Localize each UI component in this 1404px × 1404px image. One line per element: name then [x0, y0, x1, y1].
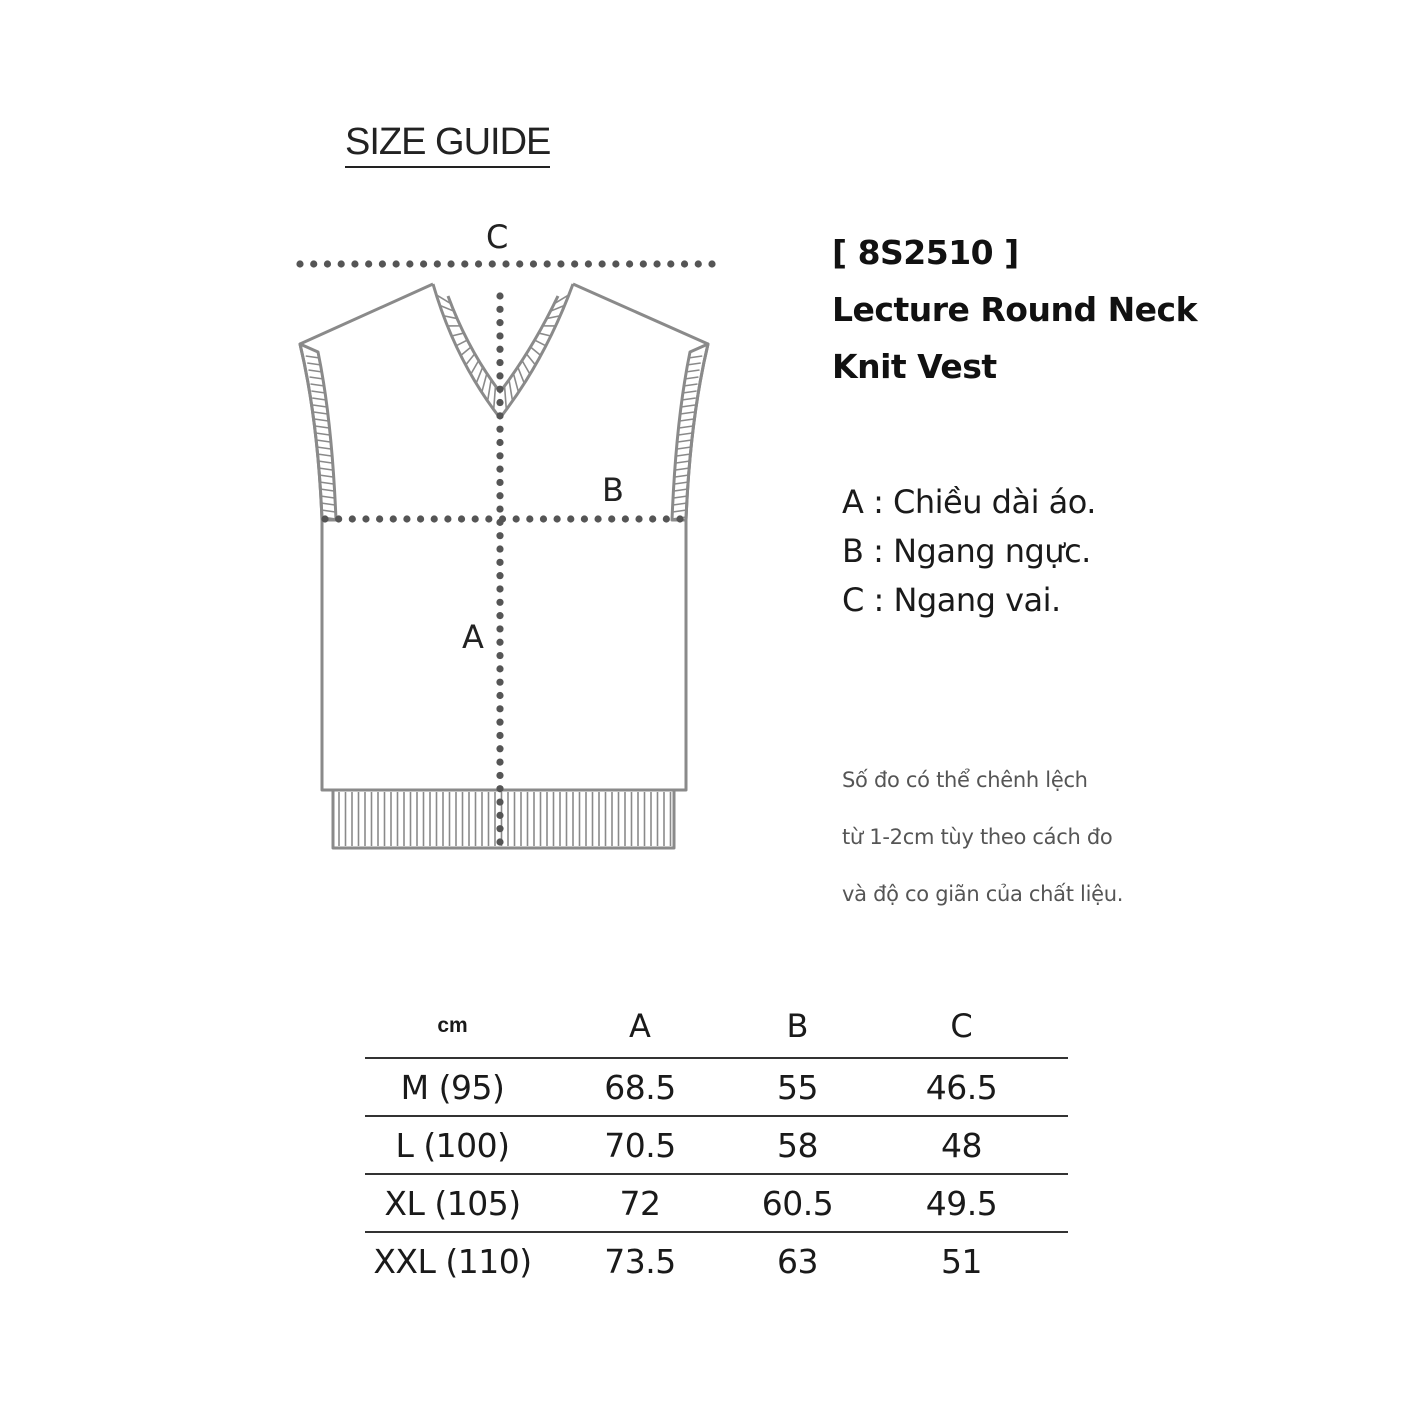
- dot-a: [496, 386, 503, 393]
- note-line1: Số đo có thể chênh lệch: [842, 768, 1088, 792]
- rib-line: [676, 468, 690, 470]
- rib-line: [675, 475, 689, 477]
- dot-a: [496, 705, 503, 712]
- dot-a: [496, 559, 503, 566]
- rib-line: [677, 454, 691, 456]
- dot-b: [608, 515, 615, 522]
- value-b-cell: 58: [740, 1116, 855, 1174]
- dot-c: [667, 260, 674, 267]
- rib-line: [677, 447, 691, 449]
- rib-line: [522, 360, 530, 374]
- rib-line: [312, 398, 326, 400]
- dot-c: [447, 260, 454, 267]
- dot-b: [444, 515, 451, 522]
- rib-line: [673, 503, 687, 505]
- measure-dots: [296, 260, 715, 845]
- table-header-row: [365, 995, 1068, 1058]
- rib-line: [318, 461, 332, 463]
- rib-line: [531, 347, 541, 356]
- legend-b: B : Ngang ngực.: [842, 532, 1091, 570]
- rib-line: [681, 405, 695, 407]
- dot-a: [496, 652, 503, 659]
- dot-b: [663, 515, 670, 522]
- value-c-cell: 48: [855, 1116, 1068, 1174]
- rib-line: [675, 482, 689, 484]
- note-line3: và độ co giãn của chất liệu.: [842, 882, 1124, 906]
- rib-line: [509, 380, 512, 401]
- dot-c: [434, 260, 441, 267]
- rib-line: [316, 440, 330, 442]
- rib-line: [682, 398, 696, 400]
- dot-b: [390, 515, 397, 522]
- rib-line: [505, 386, 507, 410]
- dot-c: [585, 260, 592, 267]
- dot-c: [379, 260, 386, 267]
- rib-line: [679, 426, 693, 428]
- header-b: B: [740, 995, 855, 1058]
- dot-a: [496, 426, 503, 433]
- rib-line: [317, 454, 331, 456]
- rib-line: [317, 447, 331, 449]
- dot-a: [496, 639, 503, 646]
- value-b-cell: 63: [777, 1241, 818, 1281]
- dot-a: [496, 812, 503, 819]
- rib-line: [320, 496, 334, 498]
- measurement-legend: [842, 478, 1096, 625]
- dot-a: [496, 306, 503, 313]
- dot-c: [653, 260, 660, 267]
- dot-a: [496, 572, 503, 579]
- rib-line: [476, 367, 483, 383]
- rib-line: [471, 360, 479, 374]
- rib-line: [488, 380, 491, 401]
- header-c: C: [855, 995, 1068, 1058]
- dot-c: [640, 260, 647, 267]
- dot-a: [496, 319, 503, 326]
- armhole-right: [672, 344, 708, 520]
- dot-a: [496, 466, 503, 473]
- rib-line: [456, 340, 467, 346]
- rib-line: [680, 412, 694, 414]
- table-row: [365, 1232, 1068, 1289]
- dot-a: [496, 798, 503, 805]
- rib-line: [494, 386, 496, 410]
- dot-c: [420, 260, 427, 267]
- label-a: A: [462, 618, 484, 656]
- rib-line: [452, 333, 464, 336]
- dot-a: [496, 665, 503, 672]
- rib-line: [673, 510, 687, 512]
- size-cell: XXL (110): [373, 1241, 532, 1281]
- value-a-cell: 73.5: [604, 1241, 676, 1281]
- rib-line: [526, 354, 535, 365]
- rib-line: [680, 419, 694, 421]
- dot-a: [496, 692, 503, 699]
- rib-line: [315, 426, 329, 428]
- dot-b: [431, 515, 438, 522]
- dot-a: [496, 519, 503, 526]
- dot-b: [554, 515, 561, 522]
- dot-a: [496, 479, 503, 486]
- dot-a: [496, 585, 503, 592]
- rib-line: [674, 489, 688, 491]
- dot-b: [567, 515, 574, 522]
- dot-a: [496, 772, 503, 779]
- dot-c: [681, 260, 688, 267]
- dot-c: [612, 260, 619, 267]
- rib-line: [482, 373, 487, 392]
- dot-c: [544, 260, 551, 267]
- dot-a: [496, 492, 503, 499]
- value-b-cell: 55: [740, 1058, 855, 1116]
- dot-a: [496, 292, 503, 299]
- vest-outline: [300, 284, 708, 848]
- measurement-note: [842, 752, 1123, 923]
- page-title: SIZE GUIDE: [345, 120, 550, 168]
- value-a-cell: 68.5: [540, 1058, 740, 1116]
- product-code: [ 8S2510 ]: [832, 233, 1019, 272]
- dot-a: [496, 785, 503, 792]
- rib-line: [314, 419, 328, 421]
- armhole-left: [300, 344, 336, 520]
- table-row: [365, 1116, 1068, 1174]
- dot-b: [649, 515, 656, 522]
- dot-c: [626, 260, 633, 267]
- legend-c: C : Ngang vai.: [842, 581, 1061, 619]
- rib-line: [518, 367, 525, 383]
- dot-a: [496, 505, 503, 512]
- dot-c: [351, 260, 358, 267]
- rib-line: [466, 354, 475, 365]
- dot-c: [489, 260, 496, 267]
- rib-line: [539, 333, 551, 336]
- dot-b: [362, 515, 369, 522]
- rib-line: [674, 496, 688, 498]
- dot-c: [530, 260, 537, 267]
- dot-a: [496, 758, 503, 765]
- rib-line: [316, 433, 330, 435]
- rib-pattern: [306, 295, 703, 846]
- dot-c: [461, 260, 468, 267]
- value-c-cell: 51: [941, 1241, 982, 1281]
- dot-a: [496, 412, 503, 419]
- size-cell: XL (105): [365, 1174, 540, 1232]
- dot-a: [496, 599, 503, 606]
- dot-a: [496, 545, 503, 552]
- rib-line: [321, 510, 335, 512]
- dot-c: [406, 260, 413, 267]
- dot-c: [393, 260, 400, 267]
- dot-b: [540, 515, 547, 522]
- header-unit: cm: [365, 995, 540, 1058]
- dot-b: [526, 515, 533, 522]
- dot-a: [496, 745, 503, 752]
- dot-a: [496, 732, 503, 739]
- value-a-cell: 70.5: [540, 1116, 740, 1174]
- dot-a: [496, 399, 503, 406]
- rib-line: [321, 503, 335, 505]
- dot-a: [496, 332, 503, 339]
- dot-b: [335, 515, 342, 522]
- dot-c: [599, 260, 606, 267]
- dot-a: [496, 612, 503, 619]
- dot-b: [349, 515, 356, 522]
- rib-line: [313, 405, 327, 407]
- dot-a: [496, 825, 503, 832]
- vest-body: [300, 284, 708, 848]
- dot-a: [496, 532, 503, 539]
- note-line2: từ 1-2cm tùy theo cách đo: [842, 825, 1113, 849]
- rib-line: [535, 340, 546, 346]
- label-b: B: [602, 471, 624, 509]
- dot-b: [321, 515, 328, 522]
- value-a-cell: 72: [540, 1174, 740, 1232]
- rib-line: [461, 347, 471, 356]
- value-c-cell: 49.5: [855, 1174, 1068, 1232]
- dot-c: [324, 260, 331, 267]
- size-cell: M (95): [365, 1058, 540, 1116]
- rib-line: [319, 482, 333, 484]
- dot-c: [516, 260, 523, 267]
- dot-c: [296, 260, 303, 267]
- rib-line: [676, 461, 690, 463]
- rib-line: [678, 440, 692, 442]
- dot-a: [496, 439, 503, 446]
- dot-a: [496, 346, 503, 353]
- dot-a: [496, 359, 503, 366]
- dot-b: [635, 515, 642, 522]
- dot-b: [417, 515, 424, 522]
- size-table: [365, 995, 1068, 1289]
- dot-b: [472, 515, 479, 522]
- product-info: [832, 224, 1197, 395]
- dot-b: [622, 515, 629, 522]
- rib-line: [683, 391, 697, 393]
- rib-line: [319, 475, 333, 477]
- dot-a: [496, 452, 503, 459]
- table-row: [365, 1058, 1068, 1116]
- dot-b: [485, 515, 492, 522]
- dot-c: [695, 260, 702, 267]
- dot-a: [496, 679, 503, 686]
- table-row: [365, 1174, 1068, 1232]
- label-c: C: [486, 218, 509, 256]
- dot-b: [513, 515, 520, 522]
- rib-line: [318, 468, 332, 470]
- dot-b: [581, 515, 588, 522]
- dot-b: [376, 515, 383, 522]
- dot-b: [458, 515, 465, 522]
- rib-line: [311, 391, 325, 393]
- dot-c: [365, 260, 372, 267]
- value-c-cell: 46.5: [855, 1058, 1068, 1116]
- dot-a: [496, 625, 503, 632]
- dot-b: [403, 515, 410, 522]
- dot-a: [496, 372, 503, 379]
- header-a: A: [540, 995, 740, 1058]
- size-cell: L (100): [365, 1116, 540, 1174]
- dot-c: [571, 260, 578, 267]
- product-name-line2: Knit Vest: [832, 347, 997, 386]
- rib-line: [320, 489, 334, 491]
- dot-b: [594, 515, 601, 522]
- dot-c: [708, 260, 715, 267]
- dot-c: [338, 260, 345, 267]
- product-name-line1: Lecture Round Neck: [832, 290, 1198, 329]
- value-b-cell: 60.5: [740, 1174, 855, 1232]
- dot-b: [676, 515, 683, 522]
- legend-a: A : Chiều dài áo.: [842, 483, 1096, 521]
- dot-c: [310, 260, 317, 267]
- rib-line: [678, 433, 692, 435]
- dot-a: [496, 719, 503, 726]
- rib-line: [513, 373, 518, 392]
- dot-c: [557, 260, 564, 267]
- dot-c: [475, 260, 482, 267]
- dot-a: [496, 838, 503, 845]
- dot-c: [502, 260, 509, 267]
- rib-line: [314, 412, 328, 414]
